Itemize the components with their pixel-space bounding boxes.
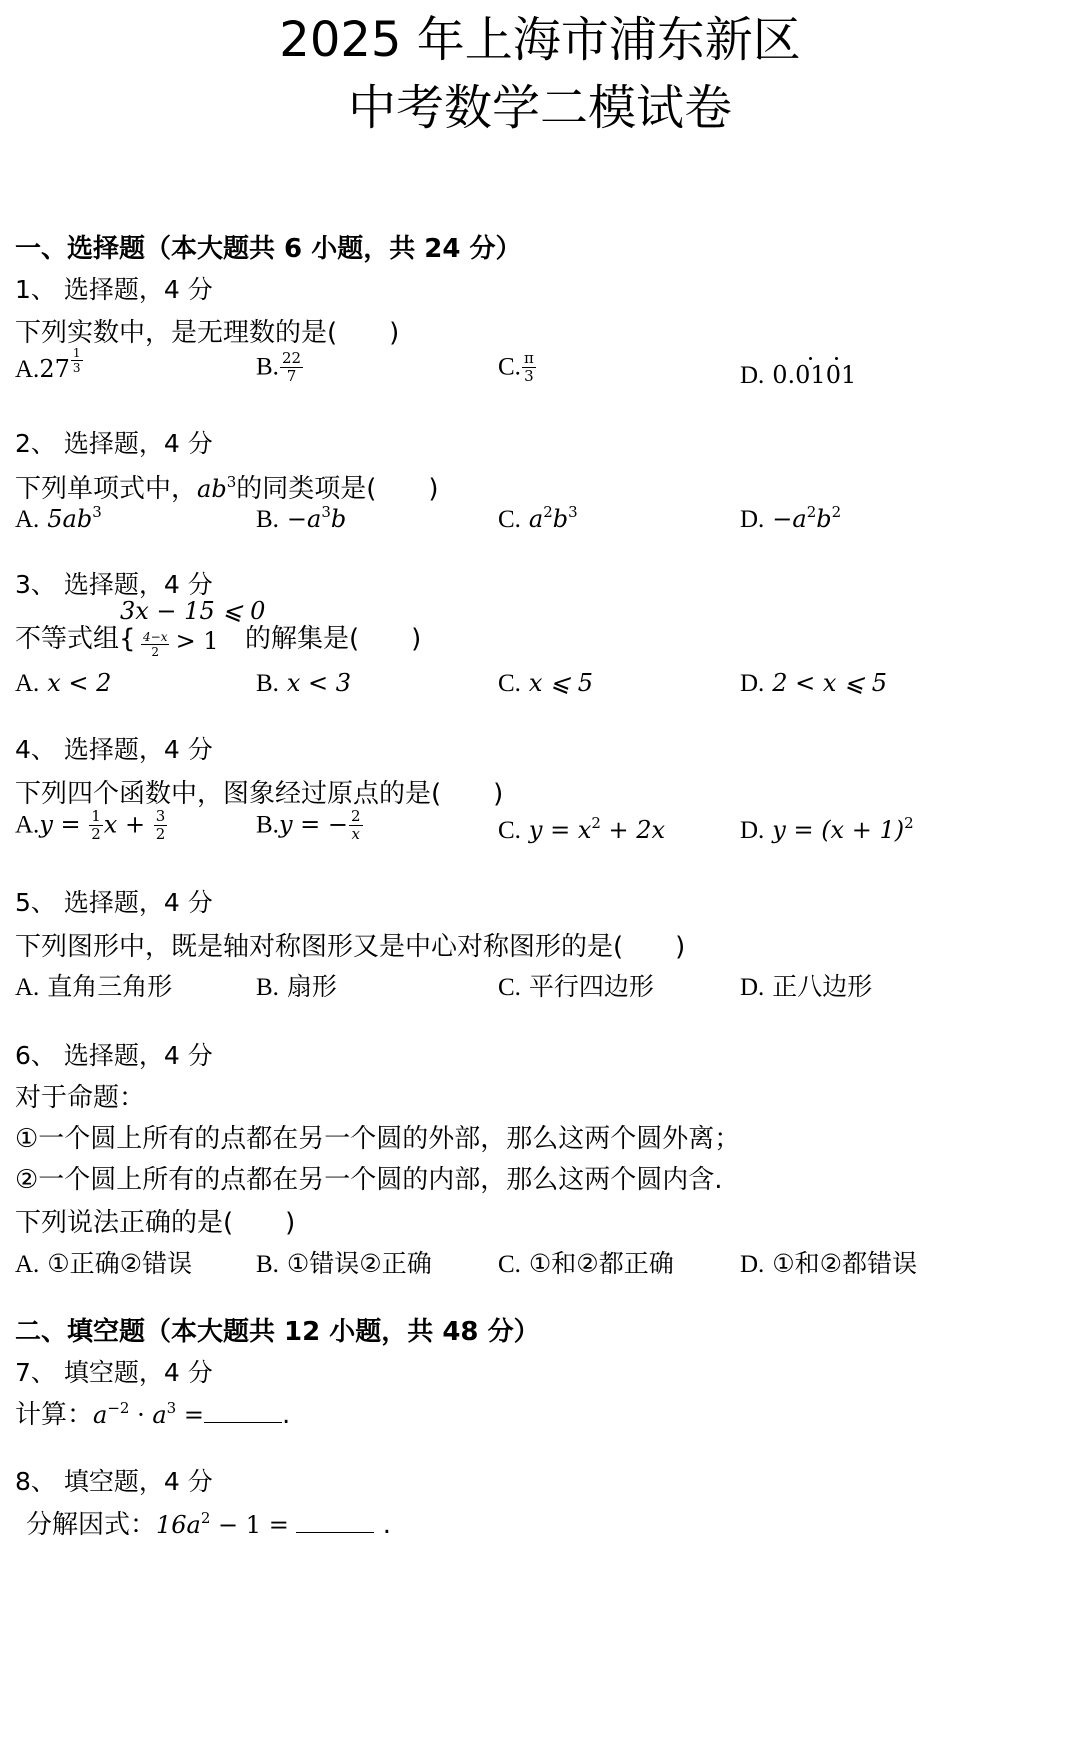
option-d[interactable] [740, 360, 856, 390]
option-label: D. [740, 670, 765, 697]
option-label: A. [15, 670, 40, 697]
option-math: 27 [39, 355, 70, 383]
option-label: D. [740, 362, 765, 389]
option-b[interactable]: B. ①错误②正确 [256, 1249, 432, 1278]
option-label: A. [15, 974, 40, 1001]
option-a[interactable]: A. ①正确②错误 [15, 1249, 193, 1278]
option-c[interactable]: C. 平行四边形 [498, 972, 654, 1001]
option-b[interactable]: B. 扇形 [256, 972, 337, 1001]
option-fraction: $\frac{22}{7}$ [281, 349, 302, 385]
option-label: A. [15, 506, 40, 533]
option-label: A. [15, 1251, 40, 1278]
option-label: C. [498, 974, 521, 1001]
repeating-dot [809, 357, 812, 360]
section-heading-choice: 一、选择题（本大题共 6 小题，共 24 分） [15, 234, 522, 264]
option-label: B. [256, 506, 279, 533]
option-c[interactable]: C. $a^2b^3$ [498, 503, 578, 533]
option-label: B. [256, 811, 279, 839]
answer-blank[interactable] [204, 1400, 282, 1423]
option-b[interactable]: B. x < 3 [256, 669, 352, 697]
option-label: C. [498, 817, 521, 844]
option-label: C. [498, 506, 521, 533]
option-a[interactable] [15, 345, 84, 385]
option-a[interactable]: A. x < 2 [15, 669, 112, 697]
question-stem-line: 对于命题： [15, 1083, 146, 1113]
question-header: 4、 选择题，4 分 [15, 735, 213, 764]
inequality-line-2: $\frac{4-x}{2}$ > 1 [143, 627, 219, 659]
question-stem: 下列图形中，既是轴对称图形又是中心对称图形的是( ) [15, 932, 686, 962]
option-d[interactable]: D. 2 < x ⩽ 5 [740, 669, 888, 697]
page-title-line2: 中考数学二模试卷 [347, 80, 732, 136]
option-c[interactable]: C. $y = x^2 + 2x$ [498, 814, 666, 844]
answer-blank[interactable] [296, 1510, 374, 1533]
option-c[interactable]: C. ①和②都正确 [498, 1249, 674, 1278]
question-stem: 分解因式：$16a^2 - 1$ = . [26, 1509, 391, 1540]
option-math: 0.0101 [772, 361, 856, 389]
question-header: 2、 选择题，4 分 [15, 429, 213, 458]
question-header: 3、 选择题，4 分 [15, 570, 213, 599]
option-label: B. [256, 974, 279, 1001]
question-stem-prefix: 不等式组{ [15, 624, 136, 654]
option-label: A. [15, 356, 40, 383]
option-label: D. [740, 817, 765, 844]
question-header: 8、 填空题，4 分 [15, 1467, 213, 1496]
question-stem: 下列四个函数中，图象经过原点的是( ) [15, 779, 504, 809]
question-stem-line: 下列说法正确的是( ) [15, 1208, 296, 1238]
question-stem: 下列实数中，是无理数的是( ) [15, 318, 400, 348]
option-a[interactable]: A.y = $\frac{1}{2}$ x + $\frac{3}{2}$ [15, 807, 166, 843]
question-header: 6、 选择题，4 分 [15, 1041, 213, 1070]
proposition-1: ①一个圆上所有的点都在另一个圆的外部，那么这两个圆外离； [15, 1124, 741, 1154]
option-label: C. [498, 670, 521, 697]
option-b[interactable]: B.y = − $\frac{2}{x}$ [256, 807, 361, 843]
option-label: C. [498, 353, 521, 381]
question-stem: 下列单项式中，$ab^3$的同类项是( ) [15, 473, 439, 504]
inequality-line-1: 3x − 15 ⩽ 0 [120, 597, 266, 625]
section-heading-fill: 二、填空题（本大题共 12 小题，共 48 分） [15, 1317, 540, 1347]
option-label: B. [256, 1251, 279, 1278]
option-label: B. [256, 353, 279, 381]
option-d[interactable]: D. $y = (x + 1)^2$ [740, 814, 914, 844]
question-stem: 计算：$a^{-2} \cdot a^3$ = . [15, 1399, 291, 1430]
question-header: 5、 选择题，4 分 [15, 888, 213, 917]
option-label: D. [740, 974, 765, 1001]
option-b[interactable]: B. $-a^3b$ [256, 503, 347, 533]
question-header: 1、 选择题，4 分 [15, 275, 213, 304]
question-header: 7、 填空题，4 分 [15, 1358, 213, 1387]
repeating-dot [835, 357, 838, 360]
option-label: A. [15, 811, 40, 839]
proposition-2: ②一个圆上所有的点都在另一个圆的内部，那么这两个圆内含. [15, 1165, 723, 1195]
exponent-fraction: $\frac{1}{3}$ [72, 345, 81, 375]
option-d[interactable]: D. $-a^2b^2$ [740, 503, 842, 533]
question-stem-suffix: 的解集是( ) [245, 624, 422, 654]
option-a[interactable]: A. 直角三角形 [15, 972, 173, 1001]
option-c[interactable]: C. x ⩽ 5 [498, 669, 594, 697]
option-label: D. [740, 506, 765, 533]
option-d[interactable]: D. ①和②都错误 [740, 1249, 918, 1278]
option-label: D. [740, 1251, 765, 1278]
option-label: C. [498, 1251, 521, 1278]
option-b[interactable] [256, 350, 304, 385]
option-a[interactable]: A. $5ab^3$ [15, 503, 102, 533]
page-title-line1: 2025 年上海市浦东新区 [279, 12, 801, 68]
option-fraction: $\frac{\pi}{3}$ [523, 349, 534, 385]
option-c[interactable] [498, 350, 537, 385]
option-d[interactable]: D. 正八边形 [740, 972, 873, 1001]
option-label: B. [256, 670, 279, 697]
